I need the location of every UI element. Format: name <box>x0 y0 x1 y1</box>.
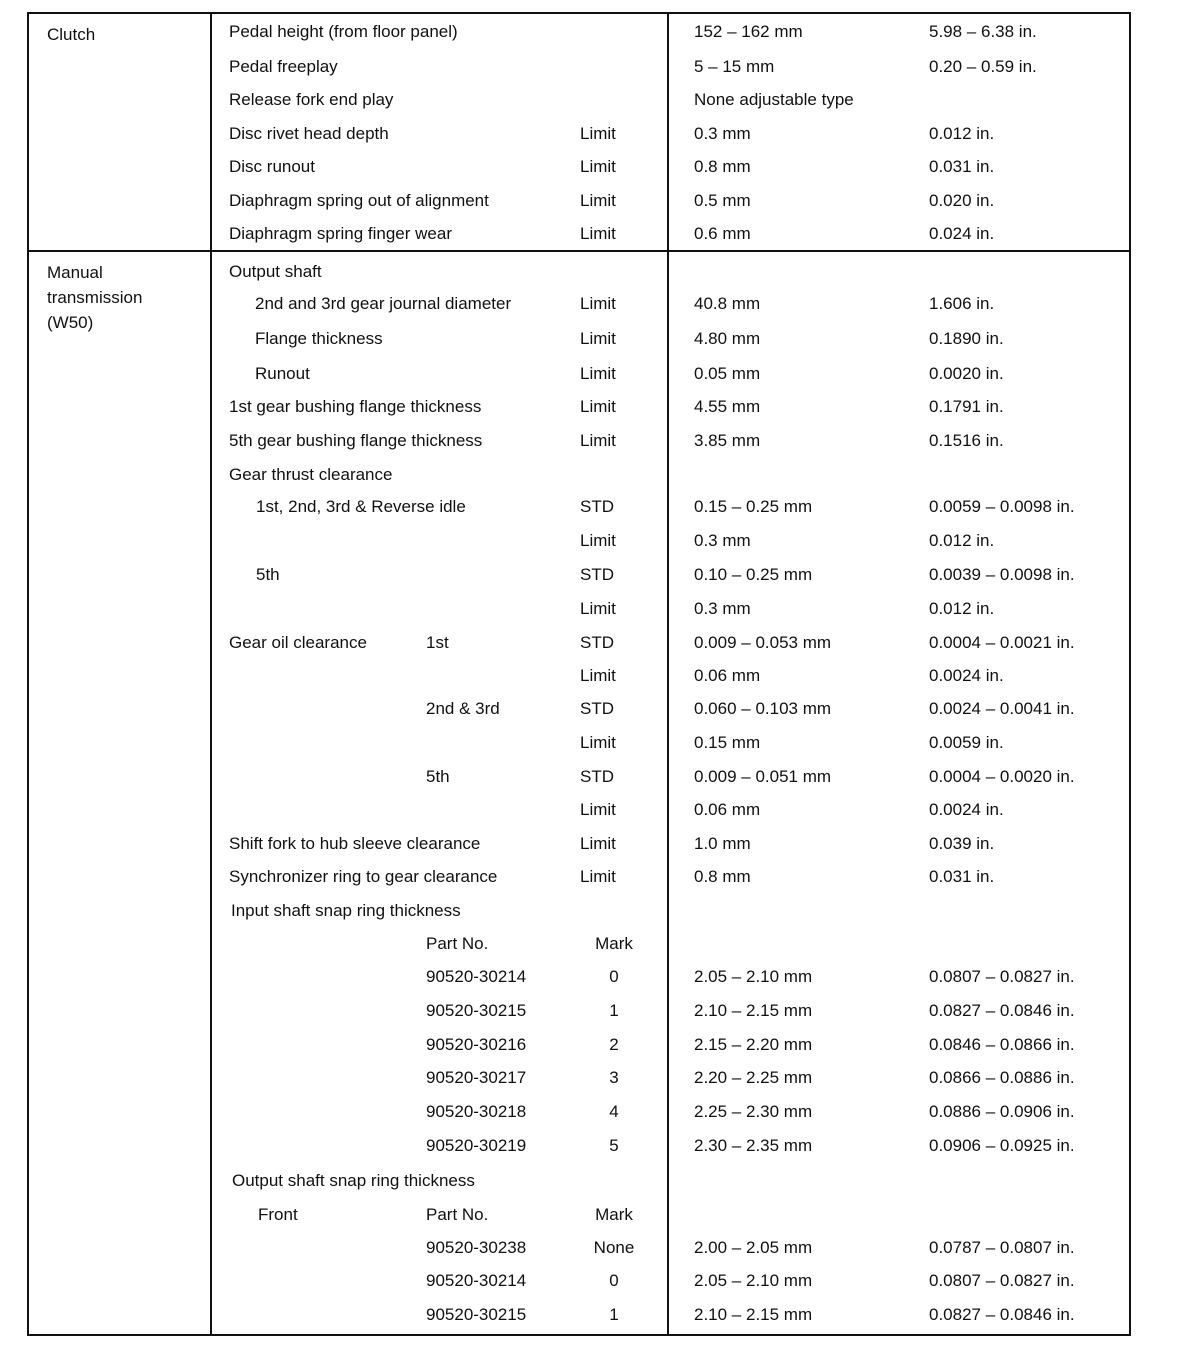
row-value-mm: 0.10 – 0.25 mm <box>694 565 813 584</box>
row-spec-type: 1 <box>609 1305 619 1324</box>
row-label: Output shaft snap ring thickness <box>232 1171 475 1190</box>
row-label: Diaphragm spring finger wear <box>229 224 452 243</box>
row-value-in: 0.031 in. <box>929 867 995 886</box>
row-label: Disc rivet head depth <box>229 124 389 143</box>
row-spec-type: Limit <box>580 224 616 243</box>
row-label: 5th <box>256 565 280 584</box>
row-value-mm: 0.8 mm <box>694 157 751 176</box>
row-value-in: 0.0906 – 0.0925 in. <box>929 1136 1075 1155</box>
row-label: Pedal freeplay <box>229 57 338 76</box>
row-sublabel: 1st <box>426 633 449 652</box>
row-sublabel: 90520-30214 <box>426 1271 527 1290</box>
row-spec-type: 0 <box>609 967 619 986</box>
row-value-mm: 0.06 mm <box>694 800 761 819</box>
row-label: Output shaft <box>229 262 322 281</box>
row-value-in: 0.031 in. <box>929 157 995 176</box>
row-spec-type: 3 <box>609 1068 619 1087</box>
row-spec-type: 0 <box>609 1271 619 1290</box>
row-value-in: 0.0807 – 0.0827 in. <box>929 967 1075 986</box>
row-value-in: 0.0024 in. <box>929 666 1004 685</box>
row-value-mm: 0.060 – 0.103 mm <box>694 699 832 718</box>
row-value-mm: 40.8 mm <box>694 294 761 313</box>
row-value-mm: 2.30 – 2.35 mm <box>694 1136 813 1155</box>
section-manual-line-1: Manual <box>47 263 103 282</box>
row-value-mm: 4.55 mm <box>694 397 761 416</box>
row-value-mm: 0.06 mm <box>694 666 761 685</box>
row-value-in: 0.020 in. <box>929 191 995 210</box>
row-label: Flange thickness <box>255 329 383 348</box>
row-label: Shift fork to hub sleeve clearance <box>229 834 481 853</box>
row-sublabel: Part No. <box>426 1205 489 1224</box>
row-value-mm: 2.00 – 2.05 mm <box>694 1238 813 1257</box>
row-label: Input shaft snap ring thickness <box>231 901 461 920</box>
row-spec-type: STD <box>580 767 614 786</box>
section-manual-line-3: (W50) <box>47 313 94 332</box>
row-value-mm: 2.05 – 2.10 mm <box>694 967 813 986</box>
row-spec-type: None <box>593 1238 635 1257</box>
row-value-in: 0.0024 in. <box>929 800 1004 819</box>
row-value-mm: 3.85 mm <box>694 431 761 450</box>
section-manual-transmission-label <box>47 260 142 335</box>
row-value-mm: 1.0 mm <box>694 834 751 853</box>
row-value-mm: 2.15 – 2.20 mm <box>694 1035 813 1054</box>
row-value-in: 0.0866 – 0.0886 in. <box>929 1068 1075 1087</box>
row-spec-type: Limit <box>580 733 616 752</box>
row-value-mm: 0.05 mm <box>694 364 761 383</box>
row-value-in: 0.0059 in. <box>929 733 1004 752</box>
row-value-in: 0.0004 – 0.0020 in. <box>929 767 1075 786</box>
row-label: Disc runout <box>229 157 315 176</box>
row-value-mm: 5 – 15 mm <box>694 57 775 76</box>
row-value-in: 0.0886 – 0.0906 in. <box>929 1102 1075 1121</box>
row-spec-type: Limit <box>580 531 616 550</box>
row-value-in: 0.1516 in. <box>929 431 1004 450</box>
row-spec-type: STD <box>580 699 614 718</box>
row-spec-type: Limit <box>580 329 616 348</box>
row-value-in: 0.0846 – 0.0866 in. <box>929 1035 1075 1054</box>
row-value-in: 0.024 in. <box>929 224 995 243</box>
row-value-in: 0.0020 in. <box>929 364 1004 383</box>
row-value-mm: 152 – 162 mm <box>694 22 803 41</box>
row-spec-type: 4 <box>609 1102 619 1121</box>
row-value-mm: 0.3 mm <box>694 599 751 618</box>
row-spec-type: Limit <box>580 124 616 143</box>
row-label: Gear oil clearance <box>229 633 367 652</box>
column-divider-values <box>667 12 669 1336</box>
section-clutch-label: Clutch <box>47 25 96 44</box>
row-spec-type: STD <box>580 565 614 584</box>
row-spec-type: Limit <box>580 364 616 383</box>
row-value-mm: 0.009 – 0.053 mm <box>694 633 832 652</box>
row-sublabel: Part No. <box>426 934 489 953</box>
row-label: 1st, 2nd, 3rd & Reverse idle <box>256 497 466 516</box>
row-label: 1st gear bushing flange thickness <box>229 397 482 416</box>
row-sublabel: 90520-30218 <box>426 1102 527 1121</box>
row-sublabel: 5th <box>426 767 450 786</box>
row-spec-type: Limit <box>580 191 616 210</box>
row-spec-type: Mark <box>595 934 633 953</box>
row-sublabel: 90520-30217 <box>426 1068 527 1087</box>
row-value-mm: 0.009 – 0.051 mm <box>694 767 832 786</box>
section-manual-line-2: transmission <box>47 288 143 307</box>
row-sublabel: 90520-30215 <box>426 1305 527 1324</box>
row-value-mm: 0.3 mm <box>694 124 751 143</box>
row-value-mm: 0.5 mm <box>694 191 751 210</box>
row-value-mm: 2.05 – 2.10 mm <box>694 1271 813 1290</box>
row-value-in: 0.0059 – 0.0098 in. <box>929 497 1075 516</box>
row-spec-type: Mark <box>595 1205 633 1224</box>
section-divider <box>27 250 1131 252</box>
row-value-mm: 0.6 mm <box>694 224 751 243</box>
row-spec-type: STD <box>580 497 614 516</box>
row-value-mm: 0.15 – 0.25 mm <box>694 497 813 516</box>
row-value-in: 0.0827 – 0.0846 in. <box>929 1305 1075 1324</box>
row-sublabel: 90520-30238 <box>426 1238 527 1257</box>
row-label: Front <box>258 1205 298 1224</box>
row-spec-type: Limit <box>580 599 616 618</box>
row-value-in: 0.0807 – 0.0827 in. <box>929 1271 1075 1290</box>
row-value-in: 0.012 in. <box>929 124 995 143</box>
row-value-in: 0.0787 – 0.0807 in. <box>929 1238 1075 1257</box>
row-value-mm: 2.25 – 2.30 mm <box>694 1102 813 1121</box>
row-sublabel: 90520-30215 <box>426 1001 527 1020</box>
row-value-mm: 2.10 – 2.15 mm <box>694 1001 813 1020</box>
row-value-mm: 4.80 mm <box>694 329 761 348</box>
row-value-in: 0.1791 in. <box>929 397 1004 416</box>
row-spec-type: Limit <box>580 867 616 886</box>
row-value-mm: 2.20 – 2.25 mm <box>694 1068 813 1087</box>
row-label: Release fork end play <box>229 90 394 109</box>
row-label: Synchronizer ring to gear clearance <box>229 867 498 886</box>
row-label: Diaphragm spring out of alignment <box>229 191 489 210</box>
row-value-in: 0.012 in. <box>929 599 995 618</box>
row-value-in: 0.0024 – 0.0041 in. <box>929 699 1075 718</box>
row-sublabel: 90520-30216 <box>426 1035 527 1054</box>
row-sublabel: 90520-30219 <box>426 1136 527 1155</box>
row-value-in: 0.1890 in. <box>929 329 1004 348</box>
column-divider-category <box>210 12 212 1336</box>
row-spec-type: Limit <box>580 800 616 819</box>
row-value-mm: 0.8 mm <box>694 867 751 886</box>
row-spec-type: Limit <box>580 157 616 176</box>
row-spec-type: 2 <box>609 1035 619 1054</box>
row-value-mm: 2.10 – 2.15 mm <box>694 1305 813 1324</box>
row-label: Gear thrust clearance <box>229 465 393 484</box>
row-value-in: 0.0004 – 0.0021 in. <box>929 633 1075 652</box>
row-sublabel: 90520-30214 <box>426 967 527 986</box>
row-label: 5th gear bushing flange thickness <box>229 431 483 450</box>
row-spec-type: Limit <box>580 666 616 685</box>
row-value-in: 0.0827 – 0.0846 in. <box>929 1001 1075 1020</box>
row-value-in: 0.012 in. <box>929 531 995 550</box>
row-value-in: 5.98 – 6.38 in. <box>929 22 1037 41</box>
row-value-mm: 0.15 mm <box>694 733 761 752</box>
row-value-in: 0.0039 – 0.0098 in. <box>929 565 1075 584</box>
row-spec-type: Limit <box>580 294 616 313</box>
row-sublabel: 2nd & 3rd <box>426 699 500 718</box>
row-value-mm: None adjustable type <box>694 90 854 109</box>
row-spec-type: Limit <box>580 431 616 450</box>
row-spec-type: 1 <box>609 1001 619 1020</box>
row-spec-type: 5 <box>609 1136 619 1155</box>
row-value-mm: 0.3 mm <box>694 531 751 550</box>
row-label: 2nd and 3rd gear journal diameter <box>255 294 512 313</box>
row-value-in: 0.20 – 0.59 in. <box>929 57 1037 76</box>
row-value-in: 0.039 in. <box>929 834 995 853</box>
row-label: Runout <box>255 364 310 383</box>
row-spec-type: Limit <box>580 397 616 416</box>
row-label: Pedal height (from floor panel) <box>229 22 458 41</box>
row-spec-type: Limit <box>580 834 616 853</box>
row-value-in: 1.606 in. <box>929 294 995 313</box>
row-spec-type: STD <box>580 633 614 652</box>
